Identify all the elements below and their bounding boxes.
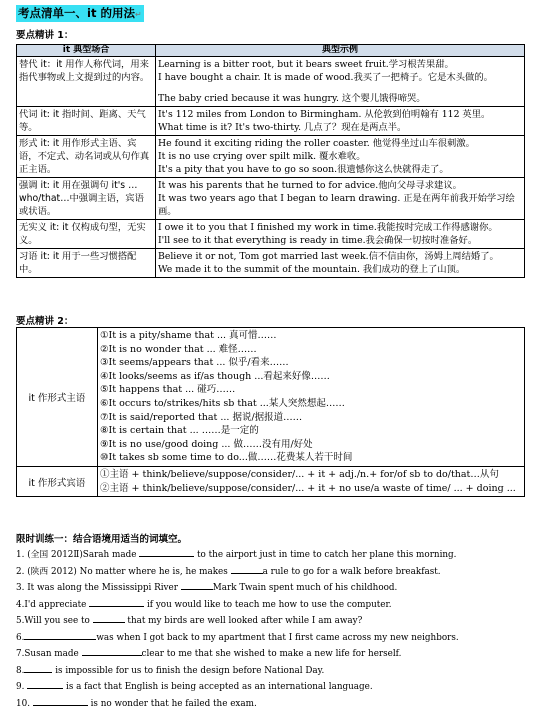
- drill-heading: 限时训练一：结合语境用适当的词填空。: [16, 531, 187, 545]
- drill-exercises: [16, 547, 528, 712]
- pattern-item: ⑧It is certain that ... ……是一定的: [100, 424, 522, 438]
- table-row: [17, 136, 525, 178]
- table-row: [17, 107, 525, 136]
- usage-category: 形式 it: it 用作形式主语、宾语，不定式、动名词或从句作真正主语。: [17, 136, 156, 178]
- usage-examples: [156, 249, 525, 278]
- formal-object-patterns: [98, 466, 525, 496]
- usage-examples: [156, 136, 525, 178]
- section-heading-2: 要点精讲 2：: [16, 313, 73, 327]
- answer-blank[interactable]: [89, 597, 144, 607]
- pattern-item: ⑨It is no use/good doing ... 做……没有用/好处: [100, 438, 522, 452]
- pattern-item: ②主语 + think/believe/suppose/consider/... + it + no use/a waste of time/ ... + doing ...: [100, 482, 522, 496]
- pattern-item: ①主语 + think/believe/suppose/consider/... + it + adj./n.+ for/of sb to do/that…从句: [100, 468, 522, 482]
- example-sentence: I have bought a chair. It is made of wood.我买了一把椅子。它是木头做的。: [158, 71, 522, 84]
- answer-blank[interactable]: [82, 646, 142, 656]
- section-heading-1: 要点精讲 1：: [16, 27, 73, 41]
- pattern-item: ③It seems/appears that ... 似乎/看来……: [100, 356, 522, 370]
- exercise-item: 8. is impossible for us to finish the design before National Day.: [16, 663, 528, 680]
- pattern-item: ⑥It occurs to/strikes/hits sb that ...某人突然想起……: [100, 397, 522, 411]
- formal-subject-patterns: [98, 328, 525, 467]
- page-title: 考点清单一、it 的用法↵: [16, 5, 144, 22]
- usage-examples: [156, 220, 525, 249]
- pattern-item: ①It is a pity/shame that ... 真可惜……: [100, 329, 522, 343]
- formal-subject-label: it 作形式主语: [17, 328, 98, 467]
- table-header-row: [17, 45, 525, 57]
- formal-object-label: it 作形式宾语: [17, 466, 98, 496]
- column-header: 典型示例: [156, 45, 525, 57]
- usage-category: 代词 it: it 指时间、距离、天气等。: [17, 107, 156, 136]
- table-row: [17, 328, 525, 467]
- table-row: [17, 466, 525, 496]
- example-sentence: We made it to the summit of the mountain. 我们成功的登上了山顶。: [158, 263, 522, 276]
- exercise-item: 3. It was along the Mississippi River Mark Twain spent much of his childhood.: [16, 580, 528, 597]
- usage-examples: [156, 57, 525, 107]
- exercise-item: 5.Will you see to that my birds are well looked after while I am away?: [16, 613, 528, 630]
- example-sentence: It was his parents that he turned to for advice.他向父母寻求建议。: [158, 179, 522, 192]
- example-sentence: The baby cried because it was hungry. 这个婴儿饿得啼哭。: [158, 92, 522, 105]
- answer-blank[interactable]: [24, 663, 52, 673]
- usage-examples: [156, 107, 525, 136]
- table-row: [17, 57, 525, 107]
- answer-blank[interactable]: [33, 696, 88, 706]
- pattern-item: ⑤It happens that ... 碰巧……: [100, 383, 522, 397]
- answer-blank[interactable]: [27, 679, 63, 689]
- usage-category: 无实义 it: it 仅构成句型，无实义。: [17, 220, 156, 249]
- exercise-item: 1. (全国 2012Ⅱ)Sarah made to the airport just in time to catch her plane this morning.: [16, 547, 528, 564]
- exercise-item: 7.Susan made clear to me that she wished to make a new life for herself.: [16, 646, 528, 663]
- pattern-item: ⑩It takes sb some time to do...做……花费某人若干时间: [100, 451, 522, 465]
- exercise-item: 2. (陕西 2012) No matter where he is, he makes a rule to go for a walk before breakfast.: [16, 564, 528, 581]
- example-sentence: It is no use crying over spilt milk. 覆水难收。: [158, 150, 522, 163]
- exercise-item: 10. is no wonder that he failed the exam.: [16, 696, 528, 712]
- usage-category: 强调 it: it 用在强调句 it's …who/that…中强调主语，宾语或状语。: [17, 178, 156, 220]
- answer-blank[interactable]: [93, 613, 125, 623]
- usage-table: [16, 44, 525, 278]
- example-sentence: It was two years ago that I began to learn drawing. 正是在两年前我开始学习绘画。: [158, 192, 522, 218]
- exercise-item: 9. is a fact that English is being accepted as an international language.: [16, 679, 528, 696]
- example-sentence: It's 112 miles from London to Birmingham. 从伦敦到伯明翰有 112 英里。: [158, 108, 522, 121]
- pattern-item: ②It is no wonder that ... 难怪……: [100, 343, 522, 357]
- table-row: [17, 249, 525, 278]
- usage-examples: [156, 178, 525, 220]
- exercise-item: 4.I'd appreciate if you would like to teach me how to use the computer.: [16, 597, 528, 614]
- example-sentence: I owe it to you that I finished my work in time.我能按时完成工作得感谢你。: [158, 221, 522, 234]
- pattern-item: ④It looks/seems as if/as though ...看起来好像……: [100, 370, 522, 384]
- example-sentence: He found it exciting riding the roller coaster. 他觉得坐过山车很刺激。: [158, 137, 522, 150]
- example-sentence: Believe it or not, Tom got married last week.信不信由你，汤姆上周结婚了。: [158, 250, 522, 263]
- example-sentence: What time is it? It's two-thirty. 几点了？现在是两点半。: [158, 121, 522, 134]
- exercise-item: 6. was when I got back to my apartment that I first came across my new neighbors.: [16, 630, 528, 647]
- answer-blank[interactable]: [139, 547, 194, 557]
- answer-blank[interactable]: [231, 564, 263, 574]
- pattern-item: ⑦It is said/reported that ... 据说/据报道……: [100, 411, 522, 425]
- column-header: it 典型场合: [17, 45, 156, 57]
- answer-blank[interactable]: [181, 580, 213, 590]
- usage-category: 替代 it：it 用作人称代词，用来指代事物或上文提到过的内容。: [17, 57, 156, 107]
- table-row: [17, 178, 525, 220]
- example-sentence: Learning is a bitter root, but it bears sweet fruit.学习根苦果甜。: [158, 58, 522, 71]
- table-row: [17, 220, 525, 249]
- usage-category: 习语 it: it 用于一些习惯搭配中。: [17, 249, 156, 278]
- formal-it-table: [16, 327, 525, 497]
- example-sentence: It's a pity that you have to go so soon.很遗憾你这么快就得走了。: [158, 163, 522, 176]
- answer-blank[interactable]: [24, 630, 96, 640]
- example-sentence: I'll see to it that everything is ready in time.我会确保一切按时准备好。: [158, 234, 522, 247]
